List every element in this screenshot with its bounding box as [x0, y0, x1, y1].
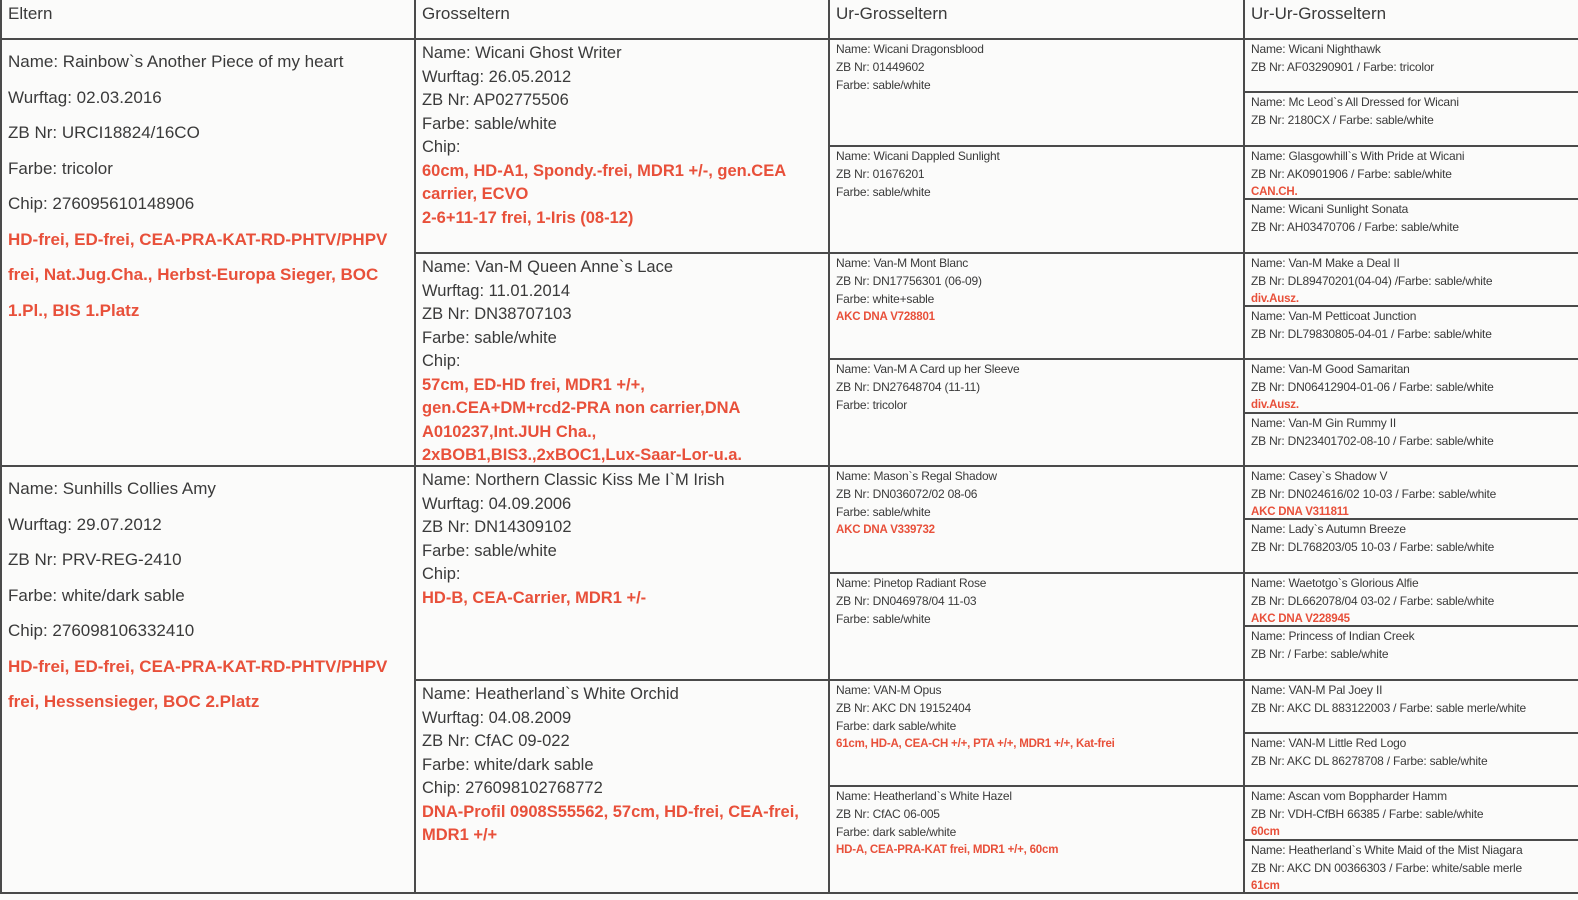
dog-info-line: ZB Nr: DN27648704 (11-11) [836, 380, 980, 394]
health-note: AKC DNA V339732 [836, 524, 935, 536]
dog-info-line: Wurftag: 26.05.2012 [422, 67, 572, 86]
dog-info-line: Name: Pinetop Radiant Rose [836, 576, 987, 590]
great-great-grandparent-cell [1243, 465, 1578, 520]
health-note: div.Ausz. [1251, 293, 1299, 305]
dog-info-line: Farbe: sable/white [836, 78, 931, 92]
dog-info-line: Name: Ascan vom Boppharder Hamm [1251, 789, 1447, 803]
dog-info-line: Chip: [422, 352, 461, 370]
dog-info-line: Name: Lady`s Autumn Breeze [1251, 522, 1406, 536]
health-note: 57cm, ED-HD frei, MDR1 +/+, [422, 375, 645, 394]
dog-info-line: ZB Nr: AF03290901 / Farbe: tricolor [1251, 60, 1435, 74]
dog-info-line: Name: Waetotgo`s Glorious Alfie [1251, 576, 1419, 590]
column-header-label: Eltern [8, 4, 53, 23]
dog-info-line: ZB Nr: DN06412904-01-06 / Farbe: sable/white [1251, 380, 1494, 394]
health-note: CAN.CH. [1251, 186, 1298, 198]
dog-info-line: ZB Nr: 01449602 [836, 60, 925, 74]
health-note: frei, Hessensieger, BOC 2.Platz [8, 692, 260, 711]
dog-info-line: Farbe: white+sable [836, 292, 935, 306]
health-note: HD-B, CEA-Carrier, MDR1 +/- [422, 588, 647, 607]
dog-info-line: Chip: 276095610148906 [8, 194, 195, 213]
dog-info-line: Farbe: tricolor [836, 398, 908, 412]
dog-info-line: Chip: 276098106332410 [8, 621, 195, 640]
health-note: gen.CEA+DM+rcd2-PRA non carrier,DNA [422, 399, 741, 417]
dog-info-line: Name: Heatherland`s White Maid of the Mist Niagara [1251, 843, 1523, 857]
dog-info-line: ZB Nr: AKC DN 00366303 / Farbe: white/sable merle [1251, 861, 1522, 875]
dog-info-line: ZB Nr: AK0901906 / Farbe: sable/white [1251, 167, 1452, 181]
dog-info-line: ZB Nr: DL89470201(04-04) /Farbe: sable/white [1251, 274, 1493, 288]
dog-info-line: ZB Nr: DN046978/04 11-03 [836, 594, 977, 608]
dog-info-line: Name: VAN-M Opus [836, 683, 942, 697]
health-note: HD-frei, ED-frei, CEA-PRA-KAT-RD-PHTV/PHPV [8, 656, 388, 676]
column-header [414, 0, 830, 40]
great-great-grandparent-cell [1243, 252, 1578, 307]
column-header-label: Ur-Ur-Grosseltern [1251, 4, 1387, 23]
dog-info-line: ZB Nr: DN024616/02 10-03 / Farbe: sable/white [1251, 487, 1497, 501]
dog-info-line: Chip: 276098102768772 [422, 779, 603, 797]
dog-info-line: ZB Nr: 01676201 [836, 167, 925, 181]
health-note: 1.Pl., BIS 1.Platz [8, 300, 140, 320]
health-note: MDR1 +/+ [422, 826, 498, 844]
great-great-grandparent-cell [1243, 412, 1578, 467]
health-note: DNA-Profil 0908S55562, 57cm, HD-frei, CEA-frei, [422, 802, 799, 821]
dog-info-line: ZB Nr: AP02775506 [422, 91, 569, 109]
dog-info-line: ZB Nr: DN14309102 [422, 518, 572, 536]
dog-info-line: ZB Nr: DN23401702-08-10 / Farbe: sable/white [1251, 434, 1494, 448]
great-grandparent-cell [828, 465, 1245, 574]
health-note: 61cm, HD-A, CEA-CH +/+, PTA +/+, MDR1 +/+, Kat-frei [836, 738, 1115, 750]
great-great-grandparent-cell [1243, 91, 1578, 147]
great-grandparent-cell [828, 145, 1245, 254]
great-grandparent-cell [828, 252, 1245, 360]
dog-info-line: ZB Nr: CfAC 06-005 [836, 807, 940, 821]
dog-info-line: ZB Nr: / Farbe: sable/white [1251, 647, 1389, 661]
health-note: AKC DNA V311811 [1251, 506, 1349, 518]
great-great-grandparent-cell [1243, 839, 1578, 894]
dog-info-line: ZB Nr: 2180CX / Farbe: sable/white [1251, 113, 1434, 127]
dog-info-line: Chip: [422, 138, 461, 156]
dog-info-line: ZB Nr: CfAC 09-022 [422, 732, 570, 750]
dog-info-line: Name: Wicani Dappled Sunlight [836, 149, 1000, 163]
grandparent-cell [414, 465, 830, 681]
great-great-grandparent-cell [1243, 358, 1578, 414]
dog-info-line: Name: Wicani Sunlight Sonata [1251, 202, 1409, 216]
parent-cell [0, 465, 416, 894]
health-note: AKC DNA V728801 [836, 311, 935, 323]
great-great-grandparent-cell [1243, 518, 1578, 574]
dog-info-line: Name: Van-M Make a Deal II [1251, 256, 1400, 270]
dog-info-line: Wurftag: 29.07.2012 [8, 514, 162, 534]
dog-info-line: Name: Wicani Ghost Writer [422, 44, 622, 62]
dog-info-line: Name: Glasgowhill`s With Pride at Wicani [1251, 149, 1465, 163]
dog-info-line: Name: Casey`s Shadow V [1251, 469, 1388, 483]
column-header [1243, 0, 1578, 40]
dog-info-line: Farbe: white/dark sable [8, 585, 185, 605]
dog-info-line: Farbe: white/dark sable [422, 755, 594, 774]
dog-info-line: Farbe: sable/white [422, 328, 557, 347]
great-grandparent-cell [828, 679, 1245, 787]
great-great-grandparent-cell [1243, 572, 1578, 627]
dog-info-line: Farbe: tricolor [8, 158, 113, 178]
column-header-label: Grosseltern [422, 4, 510, 23]
health-note: AKC DNA V228945 [1251, 613, 1350, 625]
dog-info-line: ZB Nr: DL662078/04 03-02 / Farbe: sable/white [1251, 594, 1495, 608]
dog-info-line: Farbe: sable/white [836, 185, 931, 199]
grandparent-cell [414, 252, 830, 467]
health-note: HD-A, CEA-PRA-KAT frei, MDR1 +/+, 60cm [836, 844, 1059, 856]
dog-info-line: Name: VAN-M Pal Joey II [1251, 683, 1383, 697]
dog-info-line: ZB Nr: AKC DL 883122003 / Farbe: sable merle/white [1251, 701, 1527, 715]
dog-info-line: Name: Van-M Good Samaritan [1251, 362, 1410, 376]
dog-info-line: Name: Van-M Gin Rummy II [1251, 416, 1397, 430]
dog-info-line: ZB Nr: DL79830805-04-01 / Farbe: sable/white [1251, 327, 1492, 341]
dog-info-line: Name: Van-M Mont Blanc [836, 256, 969, 270]
dog-info-line: ZB Nr: DN17756301 (06-09) [836, 274, 982, 288]
health-note: frei, Nat.Jug.Cha., Herbst-Europa Sieger, BOC [8, 265, 379, 284]
dog-info-line: ZB Nr: AKC DL 86278708 / Farbe: sable/white [1251, 754, 1488, 768]
grandparent-cell [414, 38, 830, 254]
dog-info-line: Name: Wicani Dragonsblood [836, 42, 984, 56]
dog-info-line: Farbe: sable/white [422, 541, 557, 560]
dog-info-line: Name: Heatherland`s White Hazel [836, 789, 1012, 803]
column-header-label: Ur-Grosseltern [836, 4, 948, 23]
dog-info-line: ZB Nr: AH03470706 / Farbe: sable/white [1251, 220, 1459, 234]
column-header [828, 0, 1245, 40]
health-note: 60cm [1251, 826, 1280, 838]
dog-info-line: Farbe: sable/white [836, 612, 931, 626]
dog-info-line: Name: Van-M Petticoat Junction [1251, 309, 1417, 323]
dog-info-line: Name: Sunhills Collies Amy [8, 479, 216, 498]
great-great-grandparent-cell [1243, 732, 1578, 787]
health-note: 61cm [1251, 880, 1280, 892]
dog-info-line: Name: Van-M A Card up her Sleeve [836, 362, 1020, 376]
dog-info-line: ZB Nr: DN38707103 [422, 305, 572, 323]
dog-info-line: Wurftag: 02.03.2016 [8, 87, 162, 107]
dog-info-line: Farbe: dark sable/white [836, 825, 957, 839]
health-note: div.Ausz. [1251, 399, 1299, 411]
dog-info-line: ZB Nr: DL768203/05 10-03 / Farbe: sable/white [1251, 540, 1495, 554]
parent-cell [0, 38, 416, 467]
dog-info-line: Farbe: dark sable/white [836, 719, 957, 733]
health-note: HD-frei, ED-frei, CEA-PRA-KAT-RD-PHTV/PHPV [8, 229, 388, 249]
dog-info-line: Name: Northern Classic Kiss Me I`M Irish [422, 471, 725, 489]
grandparent-cell [414, 679, 830, 894]
health-note: A010237,Int.JUH Cha., [422, 422, 597, 441]
health-note: 2xBOB1,BIS3.,2xBOC1,Lux-Saar-Lor-u.a. [422, 446, 743, 464]
great-great-grandparent-cell [1243, 305, 1578, 360]
health-note: 2-6+11-17 frei, 1-Iris (08-12) [422, 208, 634, 227]
dog-info-line: Farbe: sable/white [836, 505, 931, 519]
dog-info-line: ZB Nr: DN036072/02 08-06 [836, 487, 978, 501]
dog-info-line: Farbe: sable/white [422, 114, 557, 133]
dog-info-line: Name: Mc Leod`s All Dressed for Wicani [1251, 95, 1459, 109]
dog-info-line: Name: Mason`s Regal Shadow [836, 469, 997, 483]
great-great-grandparent-cell [1243, 38, 1578, 93]
dog-info-line: ZB Nr: VDH-CfBH 66385 / Farbe: sable/white [1251, 807, 1484, 821]
great-grandparent-cell [828, 38, 1245, 147]
dog-info-line: Name: Van-M Queen Anne`s Lace [422, 258, 673, 276]
health-note: 60cm, HD-A1, Spondy.-frei, MDR1 +/-, gen.CEA carrier, ECVO [422, 161, 786, 203]
great-great-grandparent-cell [1243, 679, 1578, 734]
dog-info-line: Chip: [422, 565, 461, 583]
great-great-grandparent-cell [1243, 625, 1578, 681]
great-grandparent-cell [828, 358, 1245, 467]
dog-info-line: Wurftag: 04.08.2009 [422, 708, 572, 727]
dog-info-line: Name: VAN-M Little Red Logo [1251, 736, 1407, 750]
dog-info-line: Wurftag: 11.01.2014 [422, 281, 570, 300]
dog-info-line: ZB Nr: PRV-REG-2410 [8, 550, 182, 569]
great-great-grandparent-cell [1243, 785, 1578, 841]
great-great-grandparent-cell [1243, 145, 1578, 200]
great-grandparent-cell [828, 572, 1245, 681]
dog-info-line: Name: Wicani Nighthawk [1251, 42, 1381, 56]
dog-info-line: Name: Princess of Indian Creek [1251, 629, 1415, 643]
column-header [0, 0, 416, 40]
dog-info-line: ZB Nr: AKC DN 19152404 [836, 701, 972, 715]
dog-info-line: Name: Rainbow`s Another Piece of my heart [8, 52, 344, 71]
great-grandparent-cell [828, 785, 1245, 894]
dog-info-line: Name: Heatherland`s White Orchid [422, 685, 679, 703]
dog-info-line: ZB Nr: URCI18824/16CO [8, 123, 200, 142]
great-great-grandparent-cell [1243, 198, 1578, 254]
dog-info-line: Wurftag: 04.09.2006 [422, 494, 572, 513]
